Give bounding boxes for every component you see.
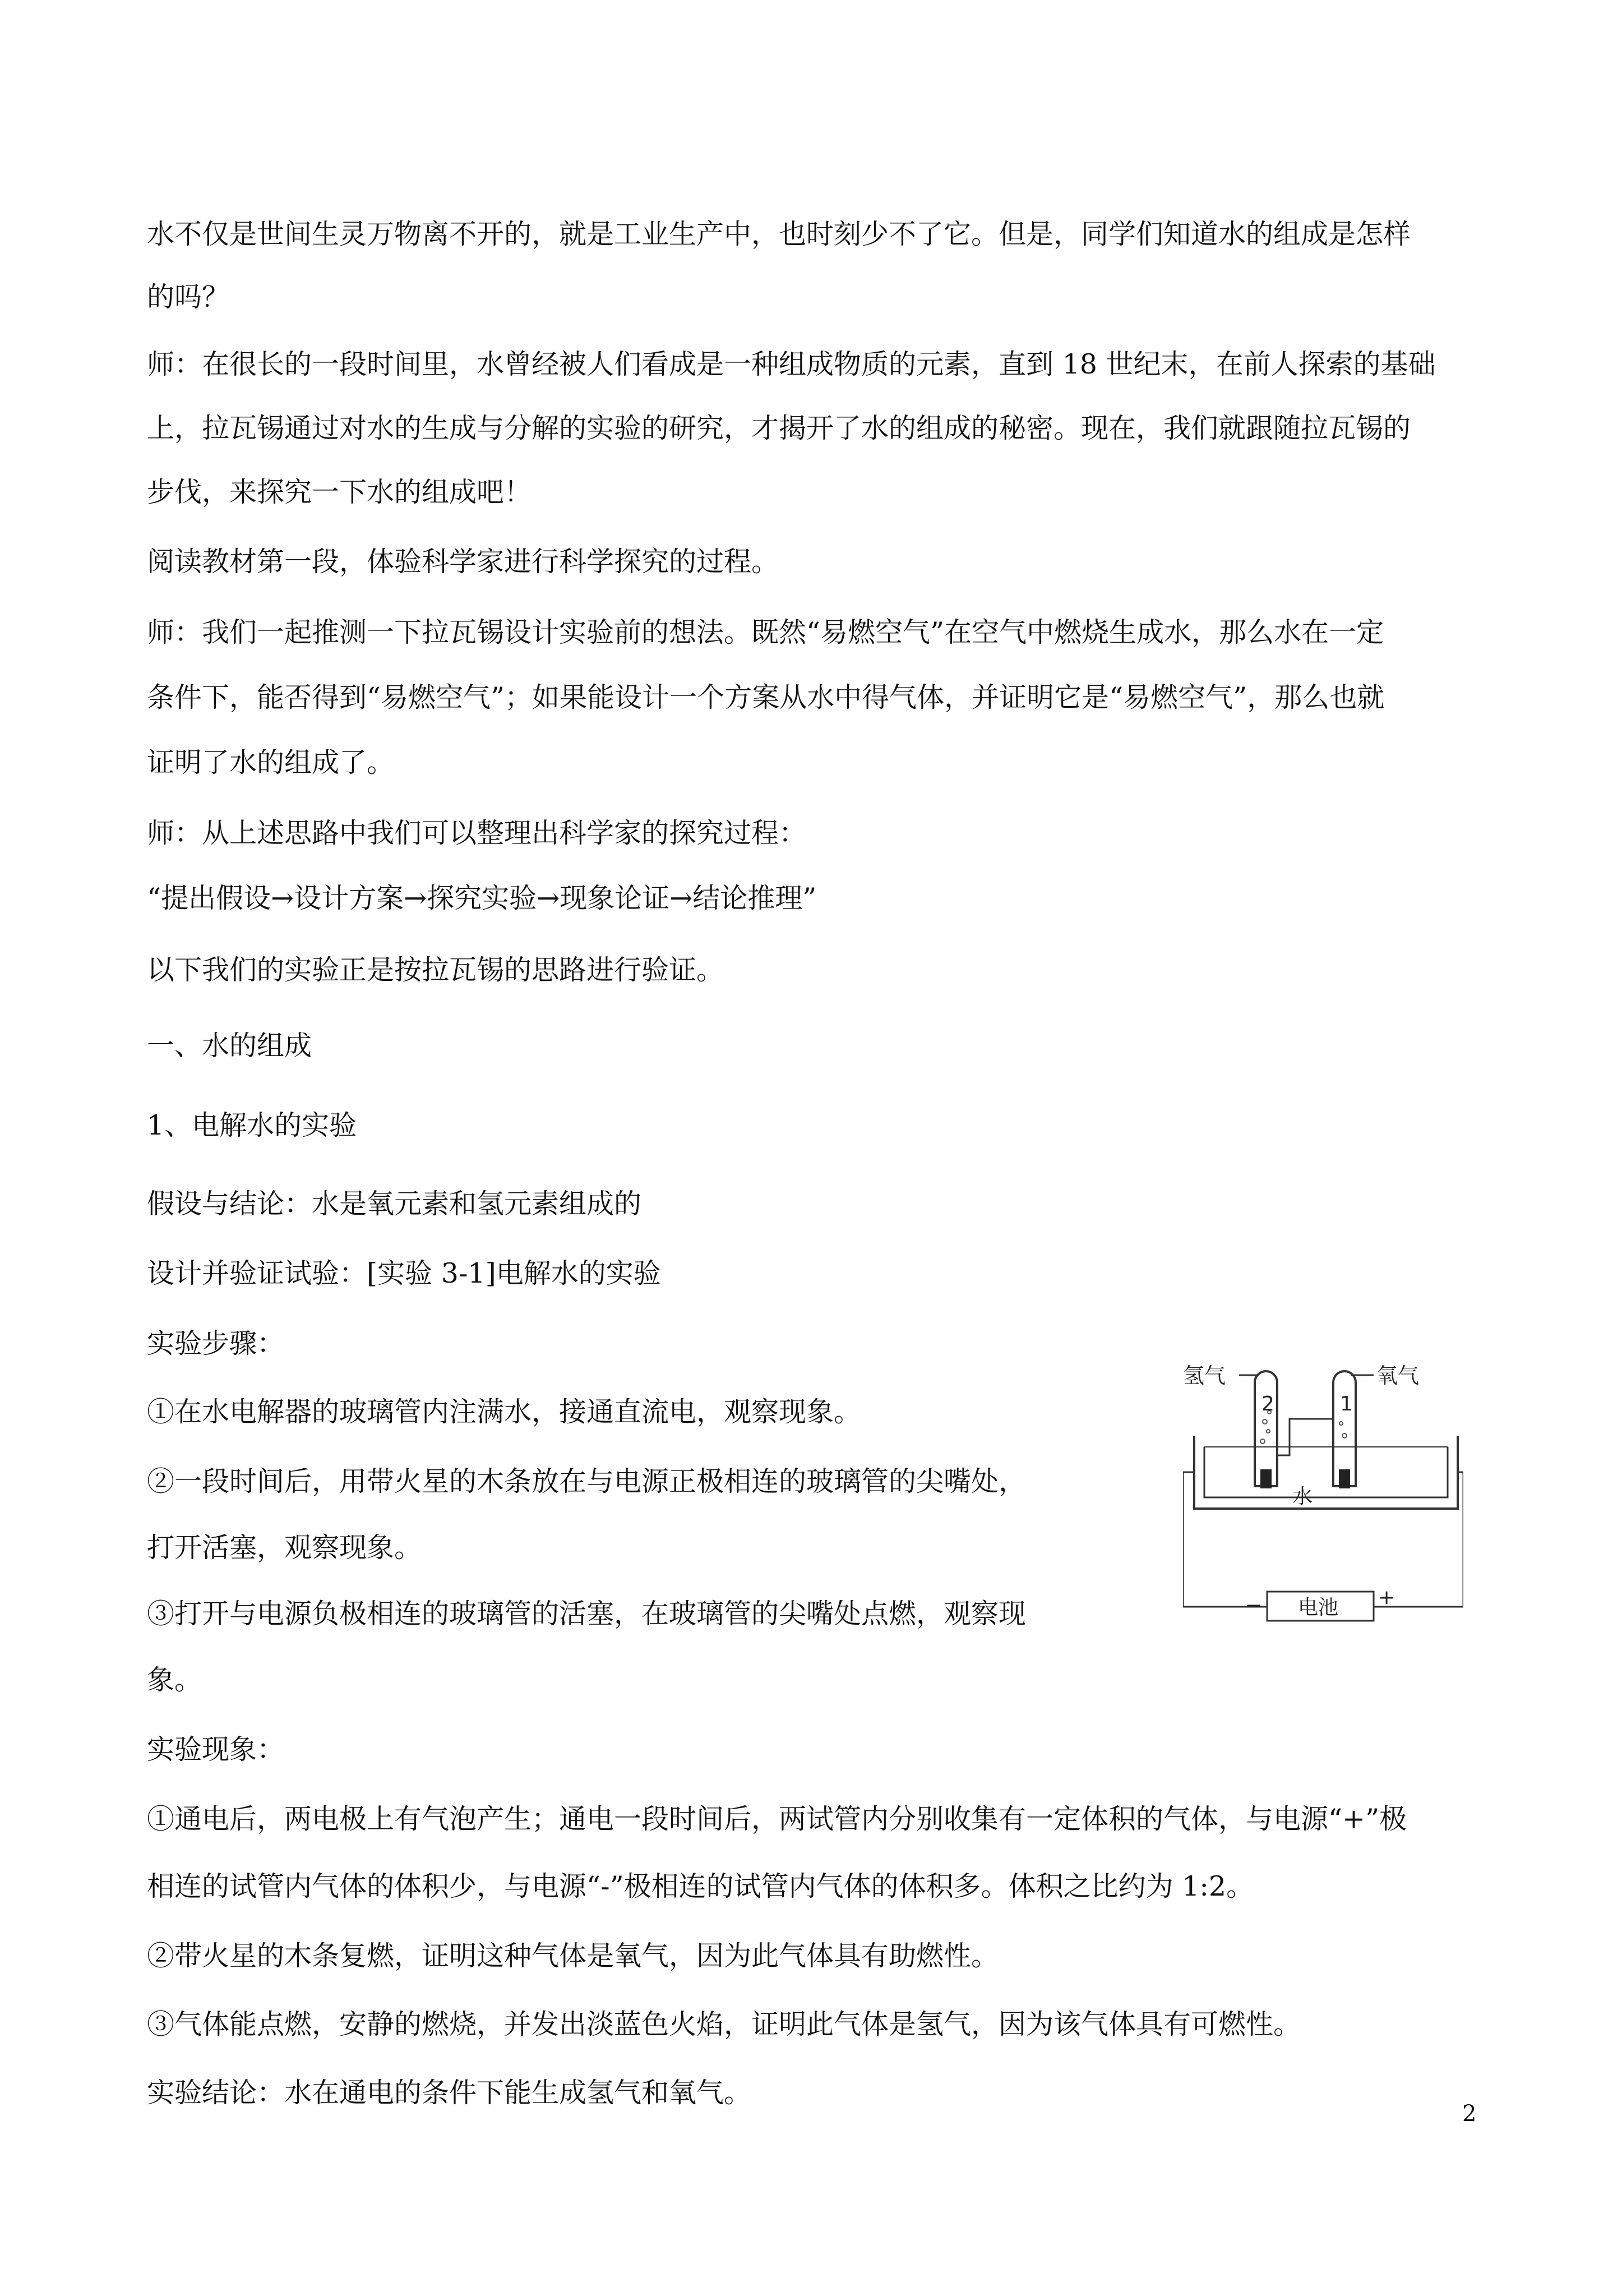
paragraph-line: ①在水电解器的玻璃管内注满水，接通直流电，观察现象。 — [147, 1396, 862, 1428]
paragraph-line: 相连的试管内气体的体积少，与电源“-”极相连的试管内气体的体积多。体积之比约为 1:2。 — [147, 1870, 1254, 1902]
battery-plus: + — [1378, 1586, 1395, 1609]
paragraph-line: 以下我们的实验正是按拉瓦锡的思路进行验证。 — [147, 954, 724, 986]
paragraph-line: 实验结论：水在通电的条件下能生成氢气和氧气。 — [147, 2077, 752, 2109]
paragraph-line: 阅读教材第一段，体验科学家进行科学探究的过程。 — [147, 546, 779, 578]
paragraph-line: 象。 — [147, 1664, 202, 1696]
paragraph-line: 水不仅是世间生灵万物离不开的，就是工业生产中，也时刻少不了它。但是，同学们知道水的组成是怎样 — [147, 218, 1411, 250]
paragraph-line: 师：我们一起推测一下拉瓦锡设计实验前的想法。既然“易燃空气”在空气中燃烧生成水，那么水在一定 — [147, 616, 1384, 648]
electrode-left — [1260, 1469, 1272, 1488]
paragraph-line: 证明了水的组成了。 — [147, 746, 395, 778]
tube-number-2: 2 — [1261, 1393, 1274, 1416]
paragraph-line: 设计并验证试验：[实验 3-1]电解水的实验 — [147, 1257, 661, 1289]
oxygen-label: 氧气 — [1376, 1363, 1420, 1388]
paragraph-line: 实验步骤： — [147, 1327, 285, 1359]
paragraph-line: 师：从上述思路中我们可以整理出科学家的探究过程： — [147, 817, 807, 849]
paragraph-line: ②一段时间后，用带火星的木条放在与电源正极相连的玻璃管的尖嘴处， — [147, 1465, 1027, 1497]
water-label: 水 — [1292, 1485, 1313, 1508]
tube-number-1: 1 — [1340, 1393, 1353, 1416]
paragraph-line: “提出假设→设计方案→探究实验→现象论证→结论推理” — [147, 882, 817, 914]
paragraph-line: 实验现象： — [147, 1733, 285, 1765]
paragraph-line: 条件下，能否得到“易燃空气”；如果能设计一个方案从水中得气体，并证明它是“易燃空气”，那么也就 — [147, 681, 1385, 713]
paragraph-line: ③打开与电源负极相连的玻璃管的活塞，在玻璃管的尖嘴处点燃，观察现 — [147, 1598, 1027, 1630]
hydrogen-label: 氢气 — [1183, 1363, 1226, 1388]
paragraph-line: 假设与结论：水是氧元素和氢元素组成的 — [147, 1188, 642, 1220]
paragraph-line: 的吗？ — [147, 281, 230, 313]
section-heading: 一、水的组成 — [147, 1030, 312, 1062]
paragraph-line: ②带火星的木条复燃，证明这种气体是氧气，因为此气体具有助燃性。 — [147, 1940, 999, 1972]
battery-minus: − — [1245, 1593, 1263, 1617]
page-number: 2 — [1462, 2101, 1477, 2127]
paragraph-line: 打开活塞，观察现象。 — [147, 1532, 422, 1564]
battery-label: 电池 — [1298, 1596, 1339, 1619]
electrolysis-apparatus-diagram — [1183, 1357, 1463, 1638]
paragraph-line: 师：在很长的一段时间里，水曾经被人们看成是一种组成物质的元素，直到 18 世纪末，在前人探索的基础 — [147, 348, 1436, 380]
paragraph-line: ①通电后，两电极上有气泡产生；通电一段时间后，两试管内分别收集有一定体积的气体，与电源“+”极 — [147, 1803, 1407, 1835]
paragraph-line: 步伐，来探究一下水的组成吧！ — [147, 476, 532, 508]
electrode-right — [1339, 1469, 1350, 1488]
paragraph-line: ③气体能点燃，安静的燃烧，并发出淡蓝色火焰，证明此气体是氢气，因为该气体具有可燃性。 — [147, 2008, 1301, 2040]
paragraph-line: 上，拉瓦锡通过对水的生成与分解的实验的研究，才揭开了水的组成的秘密。现在，我们就跟随拉瓦锡的 — [147, 412, 1411, 444]
subsection-heading: 1、电解水的实验 — [147, 1109, 357, 1141]
